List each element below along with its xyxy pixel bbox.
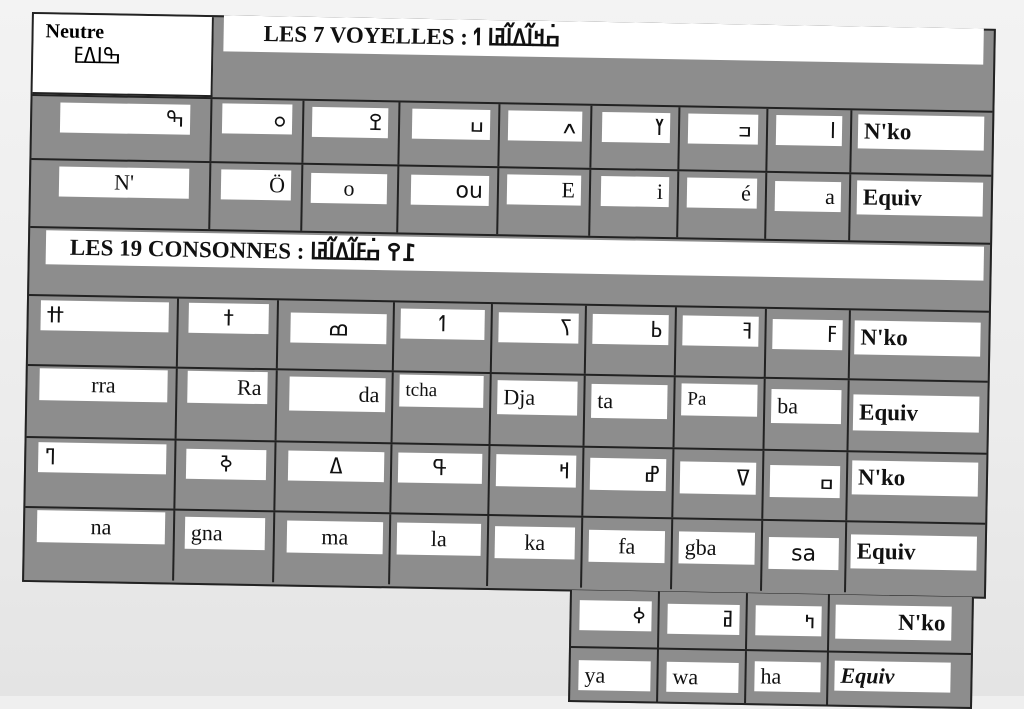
vowel-nko-6: ߏ	[688, 113, 759, 144]
consonant-equiv-3-0: ya	[578, 660, 651, 691]
vowel-equiv-3: ou	[411, 175, 490, 206]
consonant-nko-1-2: ߘ	[290, 313, 387, 345]
consonant-equiv-2-7: sa	[768, 537, 839, 570]
consonant-equiv-row-2-label: Equiv	[850, 534, 977, 570]
consonant-nko-1-7: ߓ	[772, 319, 843, 350]
consonant-nko-2-1: ߢ	[186, 449, 267, 480]
consonant-nko-2-5: ߝ	[590, 458, 667, 491]
consonant-nko-1-1: ߙ	[188, 303, 269, 334]
consonant-nko-3-2: ߤ	[755, 605, 822, 636]
consonant-equiv-2-1: gna	[185, 517, 266, 550]
consonant-equiv-2-3: la	[397, 522, 482, 555]
alphabet-table	[22, 12, 996, 599]
vowel-nko-7: ߊ	[776, 115, 843, 146]
consonant-nko-1-3: ߗ	[400, 308, 485, 339]
vowels-title	[223, 15, 984, 64]
vowel-nko-2: ߐ	[312, 107, 389, 138]
consonant-equiv-1-1: Ra	[187, 371, 268, 404]
consonant-nko-1-6: ߔ	[682, 315, 759, 346]
consonant-nko-2-6: ߜ	[680, 461, 757, 494]
consonant-equiv-1-0: rra	[39, 368, 168, 402]
consonant-nko-1-4: ߖ	[498, 312, 579, 343]
vowel-equiv-7: a	[775, 181, 842, 212]
consonant-nko-1-0: ߚ	[40, 300, 169, 332]
consonant-equiv-1-5: ta	[591, 384, 668, 419]
consonant-nko-3-1: ߥ	[667, 604, 740, 635]
consonant-nko-2-0: ߣ	[38, 442, 167, 474]
consonant-equiv-1-3: tcha	[399, 374, 484, 407]
neutre-cell	[33, 14, 214, 97]
vowel-nko-0: ߒ	[60, 103, 191, 135]
vowel-equiv-1: Ö	[221, 169, 292, 200]
consonant-equiv-3-2: ha	[754, 661, 821, 692]
consonant-equiv-2-0: na	[37, 510, 166, 544]
consonant-nko-row-3	[571, 590, 972, 653]
consonant-nko-2-4: ߞ	[496, 454, 577, 487]
vowel-equiv-4: E	[507, 174, 582, 205]
consonant-equiv-row-1-label: Equiv	[853, 394, 980, 432]
consonant-equiv-2-2: ma	[287, 521, 384, 555]
vowel-nko-3: ߎ	[412, 109, 491, 140]
vowel-nko-4: ߍ	[508, 110, 583, 141]
consonant-nko-2-7: ߛ	[770, 465, 841, 498]
consonant-nko-2-3: ߟ	[398, 452, 483, 483]
vowel-equiv-6: é	[687, 177, 758, 208]
vowel-nko-5: ߌ	[602, 112, 671, 143]
vowel-nko-1: ߋ	[222, 103, 293, 134]
consonant-equiv-1-4: Dja	[497, 380, 578, 415]
extra-consonants-block	[568, 590, 974, 709]
neutre-nko: ߒߊߡߓ	[73, 43, 122, 70]
consonant-equiv-2-4: ka	[495, 526, 576, 559]
neutre-label: Neutre	[45, 20, 105, 44]
consonant-equiv-3-1: wa	[666, 662, 739, 693]
consonant-equiv-2-6: gba	[678, 531, 755, 564]
vowel-equiv-2: o	[311, 173, 388, 204]
consonant-equiv-row-3	[570, 648, 971, 707]
vowels-title-text: LES 7 VOYELLES : ߛ߭ߞߊ߬ߡߊ߬ߥߊ ߗ	[263, 21, 561, 52]
consonant-equiv-1-6: Pa	[681, 383, 758, 416]
consonants-title-text: LES 19 CONSONNES : ߁߉ ߛ߭ߓߊ߬ߡߊ߬ߥߊ	[69, 234, 417, 266]
vowel-equiv-row-label: Equiv	[857, 180, 984, 216]
consonant-nko-1-5: ߕ	[592, 314, 669, 345]
vowel-equiv-0: N'	[59, 167, 190, 199]
consonant-nko-row-3-label: N'ko	[835, 605, 952, 641]
vowel-nko-row-label: N'ko	[858, 114, 985, 150]
consonant-nko-3-0: ߦ	[579, 600, 652, 631]
consonant-equiv-1-7: ba	[771, 389, 842, 424]
consonant-equiv-row-3-label: Equiv	[834, 661, 951, 693]
consonant-nko-2-2: ߡ	[288, 451, 385, 483]
consonant-equiv-2-5: fa	[588, 530, 665, 563]
consonant-nko-row-1-label: N'ko	[854, 320, 981, 356]
consonant-nko-row-2-label: N'ko	[852, 460, 979, 496]
vowel-equiv-5: i	[601, 176, 670, 207]
consonant-equiv-1-2: da	[289, 377, 386, 413]
